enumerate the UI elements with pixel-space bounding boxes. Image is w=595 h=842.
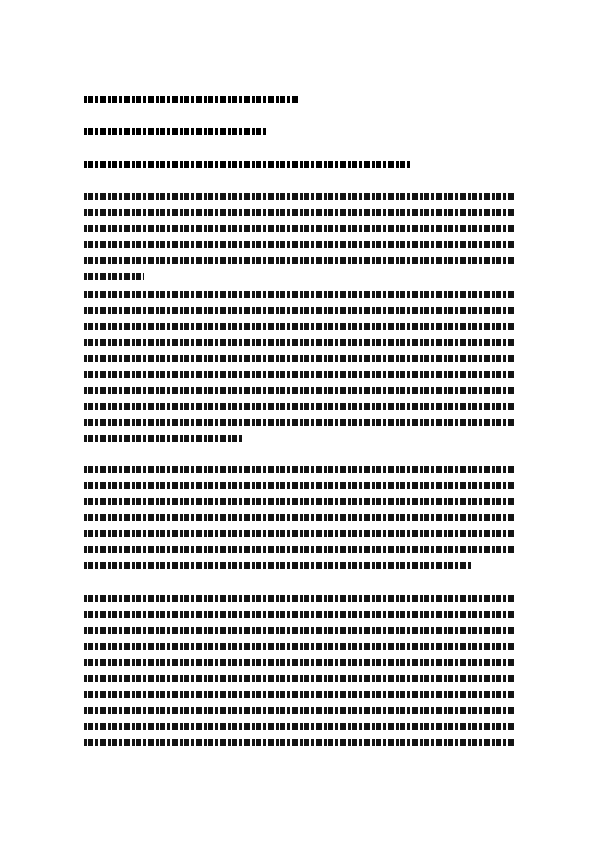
paragraph-3-line bbox=[84, 595, 516, 602]
paragraph-1-line bbox=[84, 355, 516, 362]
paragraph-1-line bbox=[84, 273, 144, 280]
heading-line bbox=[84, 161, 410, 168]
paragraph-1-line bbox=[84, 419, 516, 426]
paragraph-1-line bbox=[84, 193, 516, 200]
paragraph-3-line bbox=[84, 739, 516, 746]
paragraph-1-line bbox=[84, 225, 516, 232]
paragraph-3-line bbox=[84, 643, 516, 650]
paragraph-1-line bbox=[84, 435, 242, 442]
paragraph-2-line bbox=[84, 562, 472, 569]
paragraph-3-line bbox=[84, 707, 516, 714]
paragraph-3-line bbox=[84, 659, 516, 666]
paragraph-2-line bbox=[84, 530, 516, 537]
paragraph-1-line bbox=[84, 209, 516, 216]
paragraph-1-line bbox=[84, 323, 516, 330]
paragraph-3-line bbox=[84, 611, 516, 618]
paragraph-3-line bbox=[84, 627, 516, 634]
paragraph-1-line bbox=[84, 257, 514, 264]
paragraph-2-line bbox=[84, 498, 516, 505]
paragraph-2-line bbox=[84, 482, 516, 489]
paragraph-1-line bbox=[84, 371, 516, 378]
paragraph-1-line bbox=[84, 291, 516, 298]
subtitle-line bbox=[84, 128, 268, 135]
paragraph-3-line bbox=[84, 675, 516, 682]
paragraph-3-line bbox=[84, 691, 516, 698]
paragraph-1-line bbox=[84, 241, 516, 248]
paragraph-3-line bbox=[84, 723, 516, 730]
paragraph-1-line bbox=[84, 307, 516, 314]
paragraph-1-line bbox=[84, 387, 516, 394]
paragraph-1-line bbox=[84, 339, 516, 346]
paragraph-2-line bbox=[84, 546, 516, 553]
paragraph-2-line bbox=[84, 466, 516, 473]
paragraph-2-line bbox=[84, 514, 516, 521]
paragraph-1-line bbox=[84, 403, 516, 410]
extra-paragraph-text bbox=[0, 0, 1, 1]
title-line bbox=[84, 96, 298, 103]
